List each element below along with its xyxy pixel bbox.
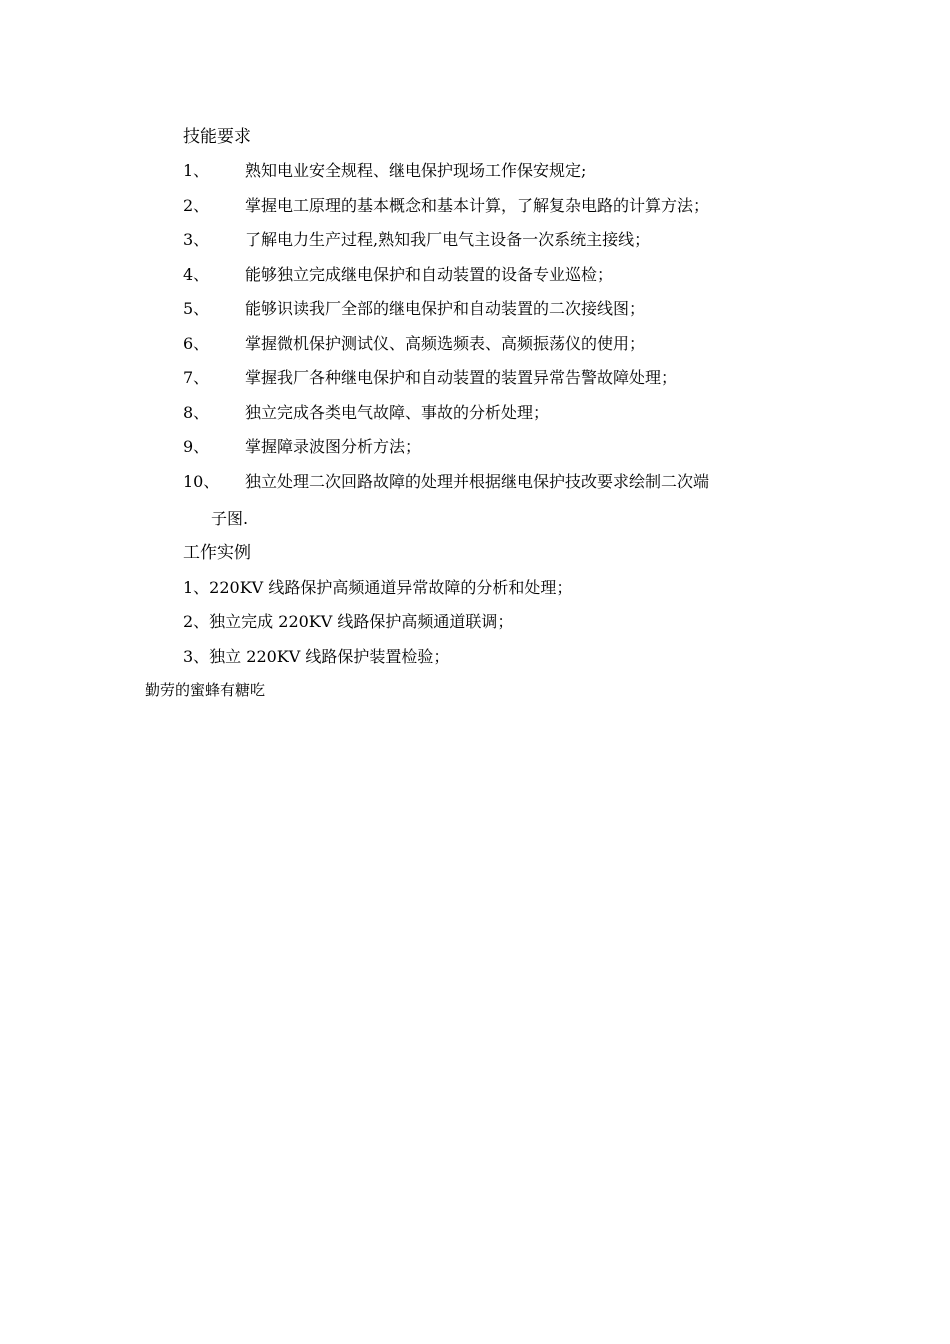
skill-text: 能够独立完成继电保护和自动装置的设备专业巡检； xyxy=(245,265,614,284)
skill-item-7 xyxy=(183,367,823,389)
skill-number: 9、 xyxy=(183,437,210,456)
skill-number: 4、 xyxy=(183,265,210,284)
skill-text: 掌握微机保护测试仪、高频选频表、高频振荡仪的使用； xyxy=(245,334,646,353)
skill-item-8 xyxy=(183,402,823,424)
skill-text: 能够识读我厂全部的继电保护和自动装置的二次接线图； xyxy=(245,299,646,318)
skill-text: 掌握电工原理的基本概念和基本计算，了解复杂电路的计算方法； xyxy=(245,196,710,215)
skill-item-1 xyxy=(183,160,823,182)
skill-item-9 xyxy=(183,436,823,458)
skill-item-3 xyxy=(183,229,823,251)
skills-heading: 技能要求 xyxy=(183,127,251,147)
skill-text: 掌握障录波图分析方法； xyxy=(245,437,422,456)
skill-item-10-continuation: 子图. xyxy=(211,509,249,528)
skill-number: 6、 xyxy=(183,334,210,353)
skill-text: 了解电力生产过程,熟知我厂电气主设备一次系统主接线； xyxy=(245,230,651,249)
skill-item-4 xyxy=(183,264,823,286)
skill-number: 3、 xyxy=(183,230,210,249)
skill-text: 独立完成各类电气故障、事故的分析处理； xyxy=(245,403,550,422)
example-item-3: 3、独立 220KV 线路保护装置检验； xyxy=(183,647,450,666)
footer-note: 勤劳的蜜蜂有糖吃 xyxy=(145,681,266,699)
example-item-1: 1、220KV 线路保护高频通道异常故障的分析和处理； xyxy=(183,578,573,597)
skill-number: 5、 xyxy=(183,299,210,318)
example-item-2: 2、独立完成 220KV 线路保护高频通道联调； xyxy=(183,612,514,631)
skill-number: 2、 xyxy=(183,196,210,215)
skill-item-2 xyxy=(183,195,823,217)
skill-number: 7、 xyxy=(183,368,210,387)
skill-number: 8、 xyxy=(183,403,210,422)
skill-item-5 xyxy=(183,298,823,320)
skill-item-10 xyxy=(183,471,823,493)
skill-number: 1、 xyxy=(183,161,210,180)
skill-text: 掌握我厂各种继电保护和自动装置的装置异常告警故障处理； xyxy=(245,368,678,387)
skill-text: 熟知电业安全规程、继电保护现场工作保安规定; xyxy=(245,161,587,180)
skill-item-6 xyxy=(183,333,823,355)
skill-text: 独立处理二次回路故障的处理并根据继电保护技改要求绘制二次端 xyxy=(245,472,710,491)
skill-number: 10、 xyxy=(183,472,220,491)
examples-heading: 工作实例 xyxy=(183,543,251,563)
